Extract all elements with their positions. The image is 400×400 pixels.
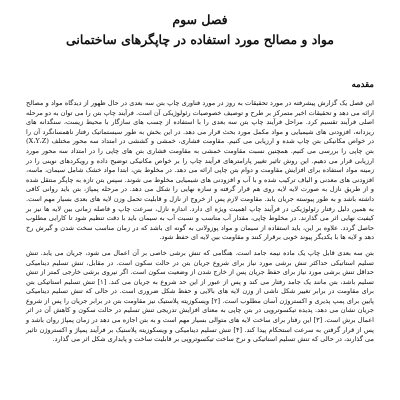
section-heading: مقدمه — [351, 80, 374, 90]
chapter-heading: فصل سوم — [172, 12, 228, 27]
paragraph: این فصل یک گزارش پیشرفته در مورد تحقیقات به روز در مورد فناوری چاپ بتن سه بعدی در حال ظهور از دیدگاه مواد و مصالح ارائه می دهد و تحقیقات اخیر متمرکز بر طرح و توصیف خصوصیات رئولوژیکی آن است. فرآیند چاپ بتن را می توان به دو مرحله اصلی فرآیند تقسیم کرد. مراحل فرآیند چاپ بتن سه بعدی را با استفاده از چسب های سازگار با محیط زیست، سنگدانه های ریزدانه، افزودنی های شیمیایی و مواد مکمل مورد بحث قرار می دهد. در این بخش به طور سیستماتیک رفتار ناهمسانگرد آن را در خواص مکانیکی بتن چاپ شده و ارزیابی می کنیم. مقاومت فشاری، خمشی و کششی در امتداد سه محور مختلف (X،Y،Z) بتن چاپی را بررسی می کنیم. همچنین نسبت مقاومت خمشی به مقاومت فشاری بتن های چاپی را در امتداد سه محور مورد ارزیابی قرار می دهیم. این روش تاثیر تغییر پارامترهای فرآیند چاپ را بر خواص مکانیکی توضیح داده و رویکردهای نوینی را در زمینه مواد استفاده برای افزایش مقاومت و دوام بتن چاپی ارائه می دهد. در مخلوط بتن، ابتدا مواد خشک شامل سیمان، ماسه، افزودنی های معدنی و الیاف ترکیب شده و با آب و افزودنی های شیمیایی مخلوط می شوند. سپس بتن تازه به چاپگر منتقل شده و از طریق نازل به صورت لایه لایه روی هم قرار گرفته و سازه نهایی را شکل می دهد. در مرحله پمپاژ، بتن باید روانی کافی داشته باشد و به طور پیوسته جریان یابد. مقاومت لازم پس از خروج از نازل و قابلیت تحمل وزن لایه های بعدی بسیار مهم است. به همین دلیل رفتار رئولوژیکی در فرآیند چاپ اهمیت ویژه ای دارد. اندازه نازل، سرعت چاپ و فاصله زمانی بین لایه ها نیز بر کیفیت نهایی اثر می گذارند. در مخلوط چاپی، مقدار آب مناسب و نسبت آب به سیمان باید با دقت تنظیم شود تا کارایی مطلوب حاصل گردد. علاوه بر این، باید استفاده از سیمان و مواد پوزولانی به گونه ای باشد که در زمان مناسب سخت شدن و گیرش رخ دهد و لایه ها با یکدیگر پیوند خوبی برقرار کنند و مقاومت بین لایه ای حفظ شود. — [26, 99, 374, 242]
chapter-title: مواد و مصالح مورد استفاده در چاپگرهای ساختمانی — [66, 32, 334, 47]
paragraph: بتن سه بعدی قابل چاپ یک ماده نیمه جامد است. هنگامی که تنش برشی خاصی بر آن اعمال می شود، جریان می یابد. تنش تسلیم استاتیکی حداکثر تنش برشی مورد نیاز برای شروع جریان بتن در حالت سکون است. در مقابل، تنش تسلیم دینامیکی حداقل تنش برشی مورد نیاز برای حفظ جریان پس از خارج شدن از وضعیت سکون است. اگر نیروی برشی خارجی کمتر از تنش تسلیم باشد، بتن مانند یک جامد رفتار می کند و پس از عبور از این حد شروع به جریان می کند. [۱] تنش تسلیم استاتیکی بتن برای مقاومت در برابر تغییر شکل ناشی از وزن لایه های بالایی و حفظ شکل ضروری است. در حالی که تنش تسلیم دینامیکی پایین برای پمپ پذیری و اکستروژن آسان مطلوب است. [۲] ویسکوزیته پلاستیک نیز مقاومت بتن در برابر جریان را پس از شروع جریان نشان می دهد. پدیده تیکسوتروپی در بتن چاپی به معنای افزایش تدریجی تنش تسلیم در حالت سکون و کاهش آن در اثر اعمال برش است. [۳] این رفتار برای ساخت لایه های متوالی بسیار مهم است و به بتن اجازه می دهد در زمان پمپاژ روان باشد و پس از قرار گرفتن به سرعت استحکام پیدا کند. [۴] تنش تسلیم دینامیکی و ویسکوزیته پلاستیک بر فرآیند پمپاژ و اکستروژن تاثیر می گذارند، در حالی که تنش تسلیم استاتیکی و نرخ ساخت تیکسوتروپی بر قابلیت ساخت و پایداری شکل اثر می گذارد. — [26, 248, 375, 344]
